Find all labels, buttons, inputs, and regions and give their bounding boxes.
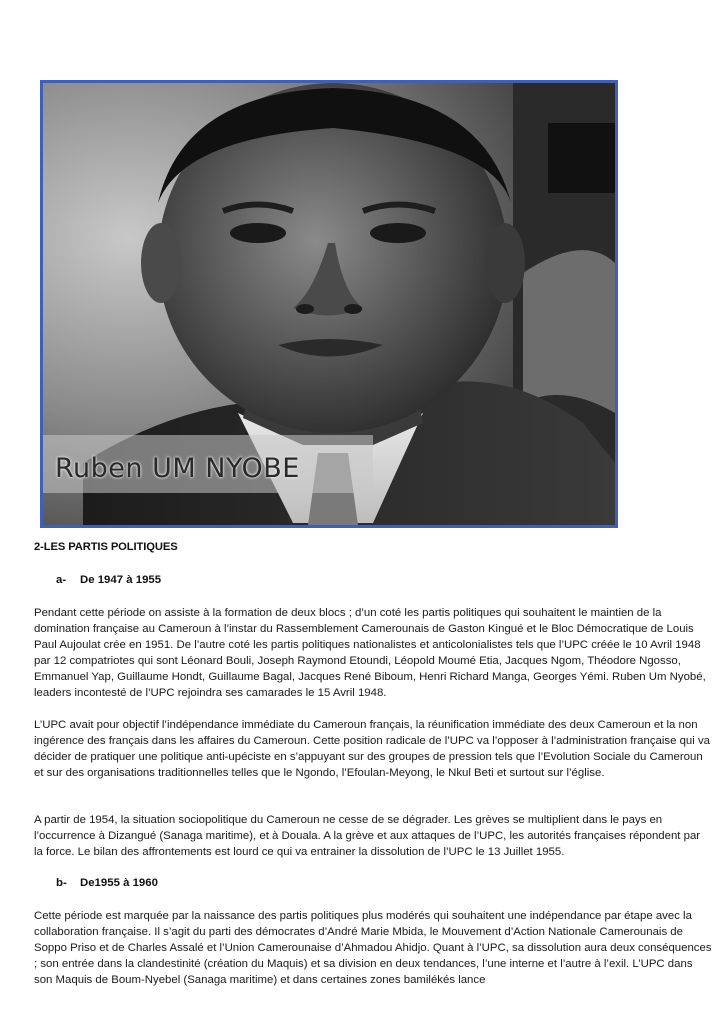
paragraph-b1-text: Cette période est marquée par la naissance des partis politiques plus modérés qui souhaitent une indépendance par étape avec la collaboration française. Il s’agit du parti des démocrates d’André Marie Mbida, le Mouvement d’Action Nationale Camerounais de Soppo Priso et de Charles Assalé et l’Union Camerounaise d’Ahmadou Ahidjo. Quant à l’UPC, sa dissolution aura deux conséquences ; son entrée dans la clandestinité (création du Maquis) et sa division en deux tendances, l’une interne et l’autre à l’exil. L’UPC dans son Maquis de Boum-Nyebel (Sanaga maritime) et dans certaines zones bamilékés lance xyxy=(34,910,712,986)
paragraph-a3 xyxy=(34,812,712,860)
subsection-b-heading xyxy=(56,877,158,889)
subsection-b-marker: b- xyxy=(56,877,67,889)
portrait-photo xyxy=(40,80,618,528)
photo-caption: Ruben UM NYOBE xyxy=(55,453,300,484)
subsection-b-title: De1955 à 1960 xyxy=(80,877,158,889)
paragraph-a3-text: A partir de 1954, la situation sociopolitique du Cameroun ne cesse de se dégrader. Les grèves se multiplient dans le pays en l’occurrence à Dizangué (Sanaga maritime), et à Douala. A la grève et aux attaques de l’UPC, les autorités françaises répondent par la force. Le bilan des affrontements est lourd ce qui va entrainer la dissolution de l’UPC le 13 Juillet 1955. xyxy=(34,814,701,858)
paragraph-a1-text: Pendant cette période on assiste à la formation de deux blocs ; d’un coté les partis politiques qui souhaitent le maintien de la domination française au Cameroun à l’instar du Rassemblement Camerounais de Gaston Kingué et le Bloc Démocratique de Louis Paul Aujoulat crée en 1951. De l’autre coté les partis politiques nationalistes et anticolonialistes tels que l’UPC créée le 10 Avril 1948 par 12 compatriotes qui sont Léonard Bouli, Joseph Raymond Etoundi, Léopold Moumé Etia, Jacques Ngom, Théodore Ngosso, Emmanuel Yap, Guillaume Hondt, Guillaume Bagal, Jacques René Biboum, Henri Richard Manga, Georges Yémi. Ruben Um Nyobé, leaders incontesté de l’UPC rejoindra ses camarades le 15 Avril 1948. xyxy=(34,607,706,699)
subsection-a-title: De 1947 à 1955 xyxy=(80,574,162,586)
subsection-a-marker: a- xyxy=(56,574,67,586)
paragraph-a1 xyxy=(34,605,712,701)
section-title: 2-LES PARTIS POLITIQUES xyxy=(34,541,178,553)
paragraph-a2 xyxy=(34,717,712,781)
paragraph-a2-text: L’UPC avait pour objectif l’indépendance immédiate du Cameroun français, la réunification immédiate des deux Cameroun et la non ingérence des français dans les affaires du Cameroun. Cette position radicale de l’UPC va l’opposer à l’administration française qui va décider de pratiquer une politique anti-upéciste en s’appuyant sur des groupes de pression tels que l’Evolution Sociale du Cameroun et sur des organisations traditionnelles telles que le Ngondo, l’Efoulan-Meyong, le Nkul Beti et surtout sur l’église. xyxy=(34,719,710,779)
paragraph-b1 xyxy=(34,908,712,988)
subsection-a-heading xyxy=(56,574,161,586)
